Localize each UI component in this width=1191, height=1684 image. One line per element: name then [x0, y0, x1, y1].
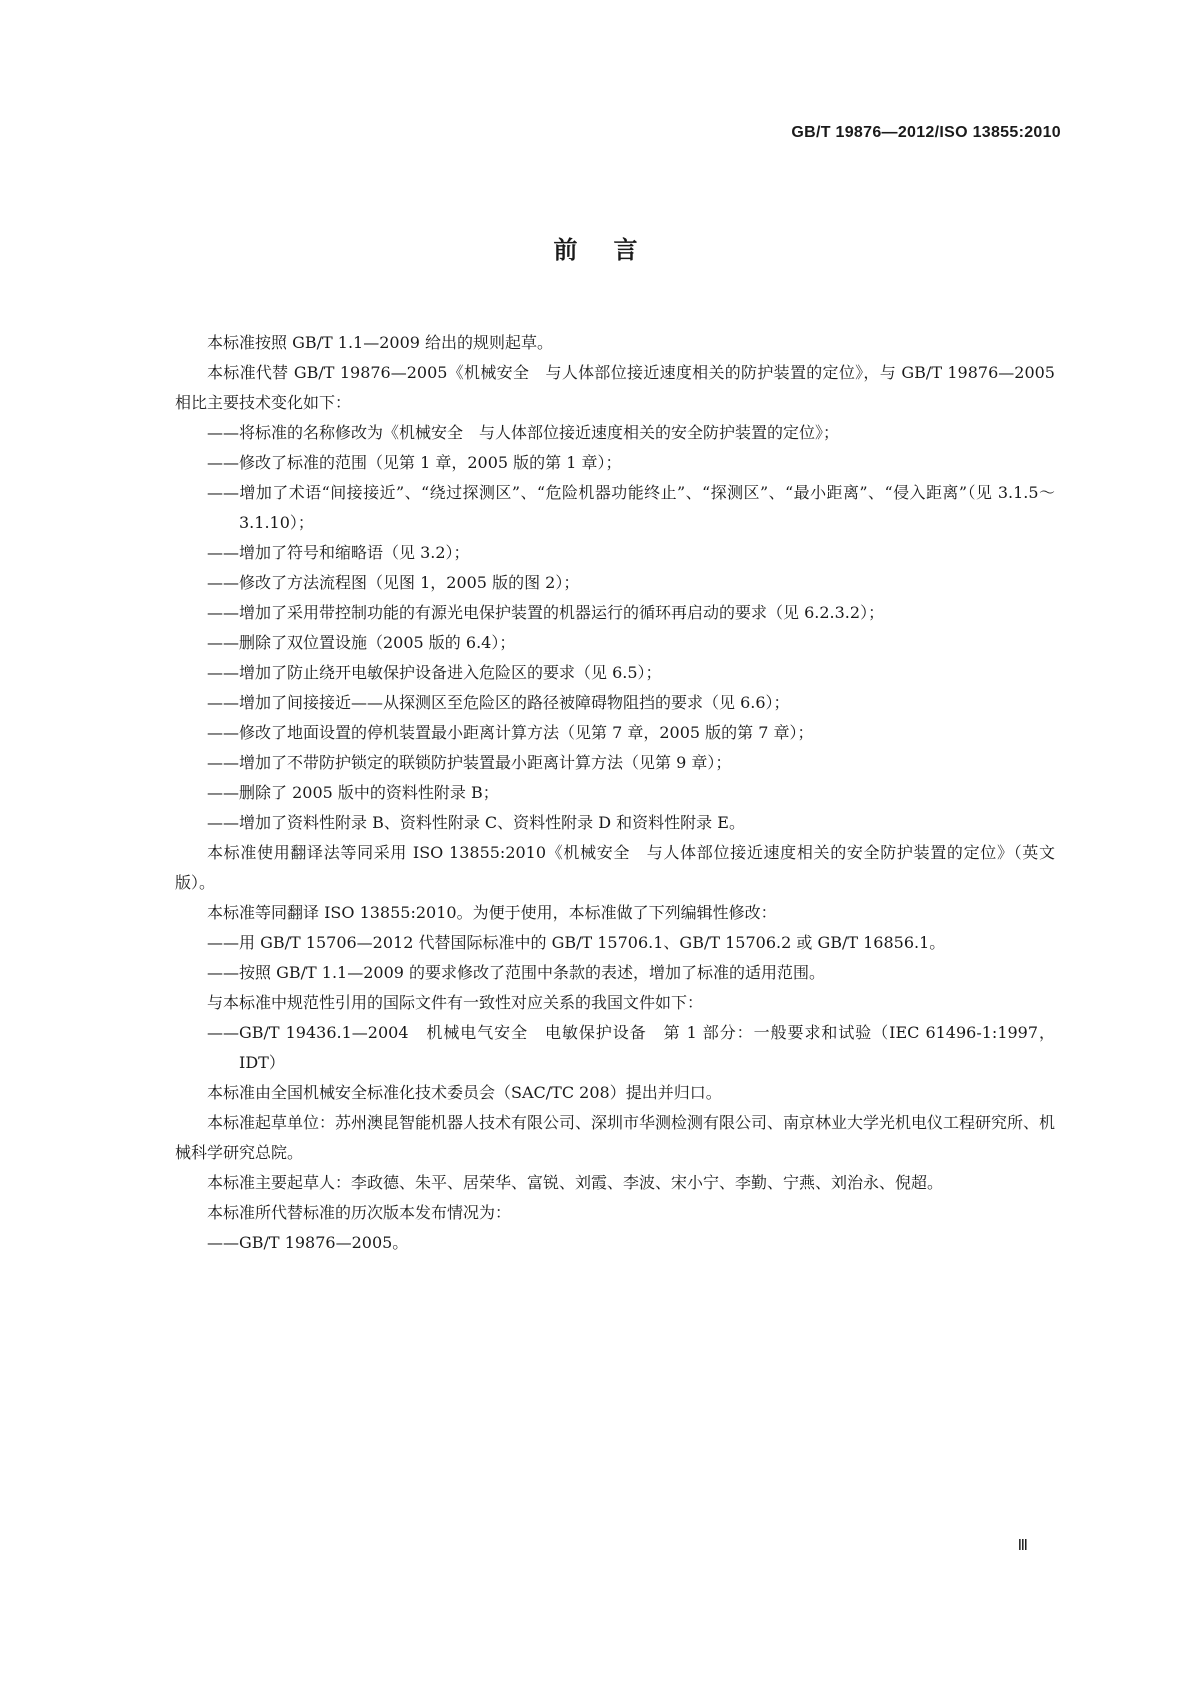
- list-item: ——增加了防止绕开电敏保护设备进入危险区的要求（见 6.5）；: [207, 663, 662, 682]
- paragraph: 本标准代替 GB/T 19876—2005《机械安全 与人体部位接近速度相关的防护装置的定位》，与 GB/T 19876—2005 相比主要技术变化如下：: [175, 363, 1055, 412]
- foreword-body: [175, 328, 1055, 1258]
- list-item: ——增加了采用带控制功能的有源光电保护装置的机器运行的循环再启动的要求（见 6.2.3.2）；: [207, 603, 885, 622]
- paragraph: 本标准主要起草人：李政德、朱平、居荣华、富锐、刘霞、李波、宋小宁、李勤、宁燕、刘治永、倪超。: [207, 1173, 944, 1192]
- document-code-header: GB/T 19876—2012/ISO 13855:2010: [791, 124, 1061, 141]
- list-item: ——修改了方法流程图（见图 1，2005 版的图 2）；: [207, 573, 580, 592]
- list-item: ——修改了标准的范围（见第 1 章，2005 版的第 1 章）；: [207, 453, 622, 472]
- list-item: ——GB/T 19876—2005。: [207, 1233, 409, 1252]
- list-item: ——增加了不带防护锁定的联锁防护装置最小距离计算方法（见第 9 章）；: [207, 753, 732, 772]
- list-item: ——删除了 2005 版中的资料性附录 B；: [207, 783, 499, 802]
- paragraph: 本标准所代替标准的历次版本发布情况为：: [207, 1203, 512, 1222]
- list-item: ——增加了术语“间接接近”、“绕过探测区”、“危险机器功能终止”、“探测区”、“最小距离”、“侵入距离”（见 3.1.5～3.1.10）；: [207, 483, 1055, 532]
- list-item: ——修改了地面设置的停机装置最小距离计算方法（见第 7 章，2005 版的第 7 章）；: [207, 723, 814, 742]
- page-number: Ⅲ: [1017, 1538, 1028, 1554]
- list-item: ——删除了双位置设施（2005 版的 6.4）；: [207, 633, 516, 652]
- paragraph: 本标准起草单位：苏州澳昆智能机器人技术有限公司、深圳市华测检测有限公司、南京林业大学光机电仪工程研究所、机械科学研究总院。: [175, 1113, 1056, 1162]
- paragraph: 本标准使用翻译法等同采用 ISO 13855:2010《机械安全 与人体部位接近速度相关的安全防护装置的定位》（英文版）。: [175, 843, 1055, 892]
- paragraph: 本标准按照 GB/T 1.1—2009 给出的规则起草。: [207, 333, 554, 352]
- page-title: 前言: [553, 236, 674, 264]
- paragraph: 本标准由全国机械安全标准化技术委员会（SAC/TC 208）提出并归口。: [207, 1083, 722, 1102]
- list-item: ——增加了符号和缩略语（见 3.2）；: [207, 543, 470, 562]
- list-item: ——按照 GB/T 1.1—2009 的要求修改了范围中条款的表述，增加了标准的适用范围。: [207, 963, 826, 982]
- list-item: ——用 GB/T 15706—2012 代替国际标准中的 GB/T 15706.1、GB/T 15706.2 或 GB/T 16856.1。: [207, 933, 946, 952]
- list-item: ——将标准的名称修改为《机械安全 与人体部位接近速度相关的安全防护装置的定位》；: [207, 423, 840, 442]
- list-item: ——增加了间接接近——从探测区至危险区的路径被障碍物阻挡的要求（见 6.6）；: [207, 693, 790, 712]
- paragraph: 本标准等同翻译 ISO 13855:2010。为便于使用，本标准做了下列编辑性修改：: [207, 903, 777, 922]
- list-item: ——增加了资料性附录 B、资料性附录 C、资料性附录 D 和资料性附录 E。: [207, 813, 745, 832]
- paragraph: 与本标准中规范性引用的国际文件有一致性对应关系的我国文件如下：: [207, 993, 704, 1012]
- list-item: ——GB/T 19436.1—2004 机械电气安全 电敏保护设备 第 1 部分：一般要求和试验（IEC 61496-1:1997，IDT）: [207, 1023, 1055, 1072]
